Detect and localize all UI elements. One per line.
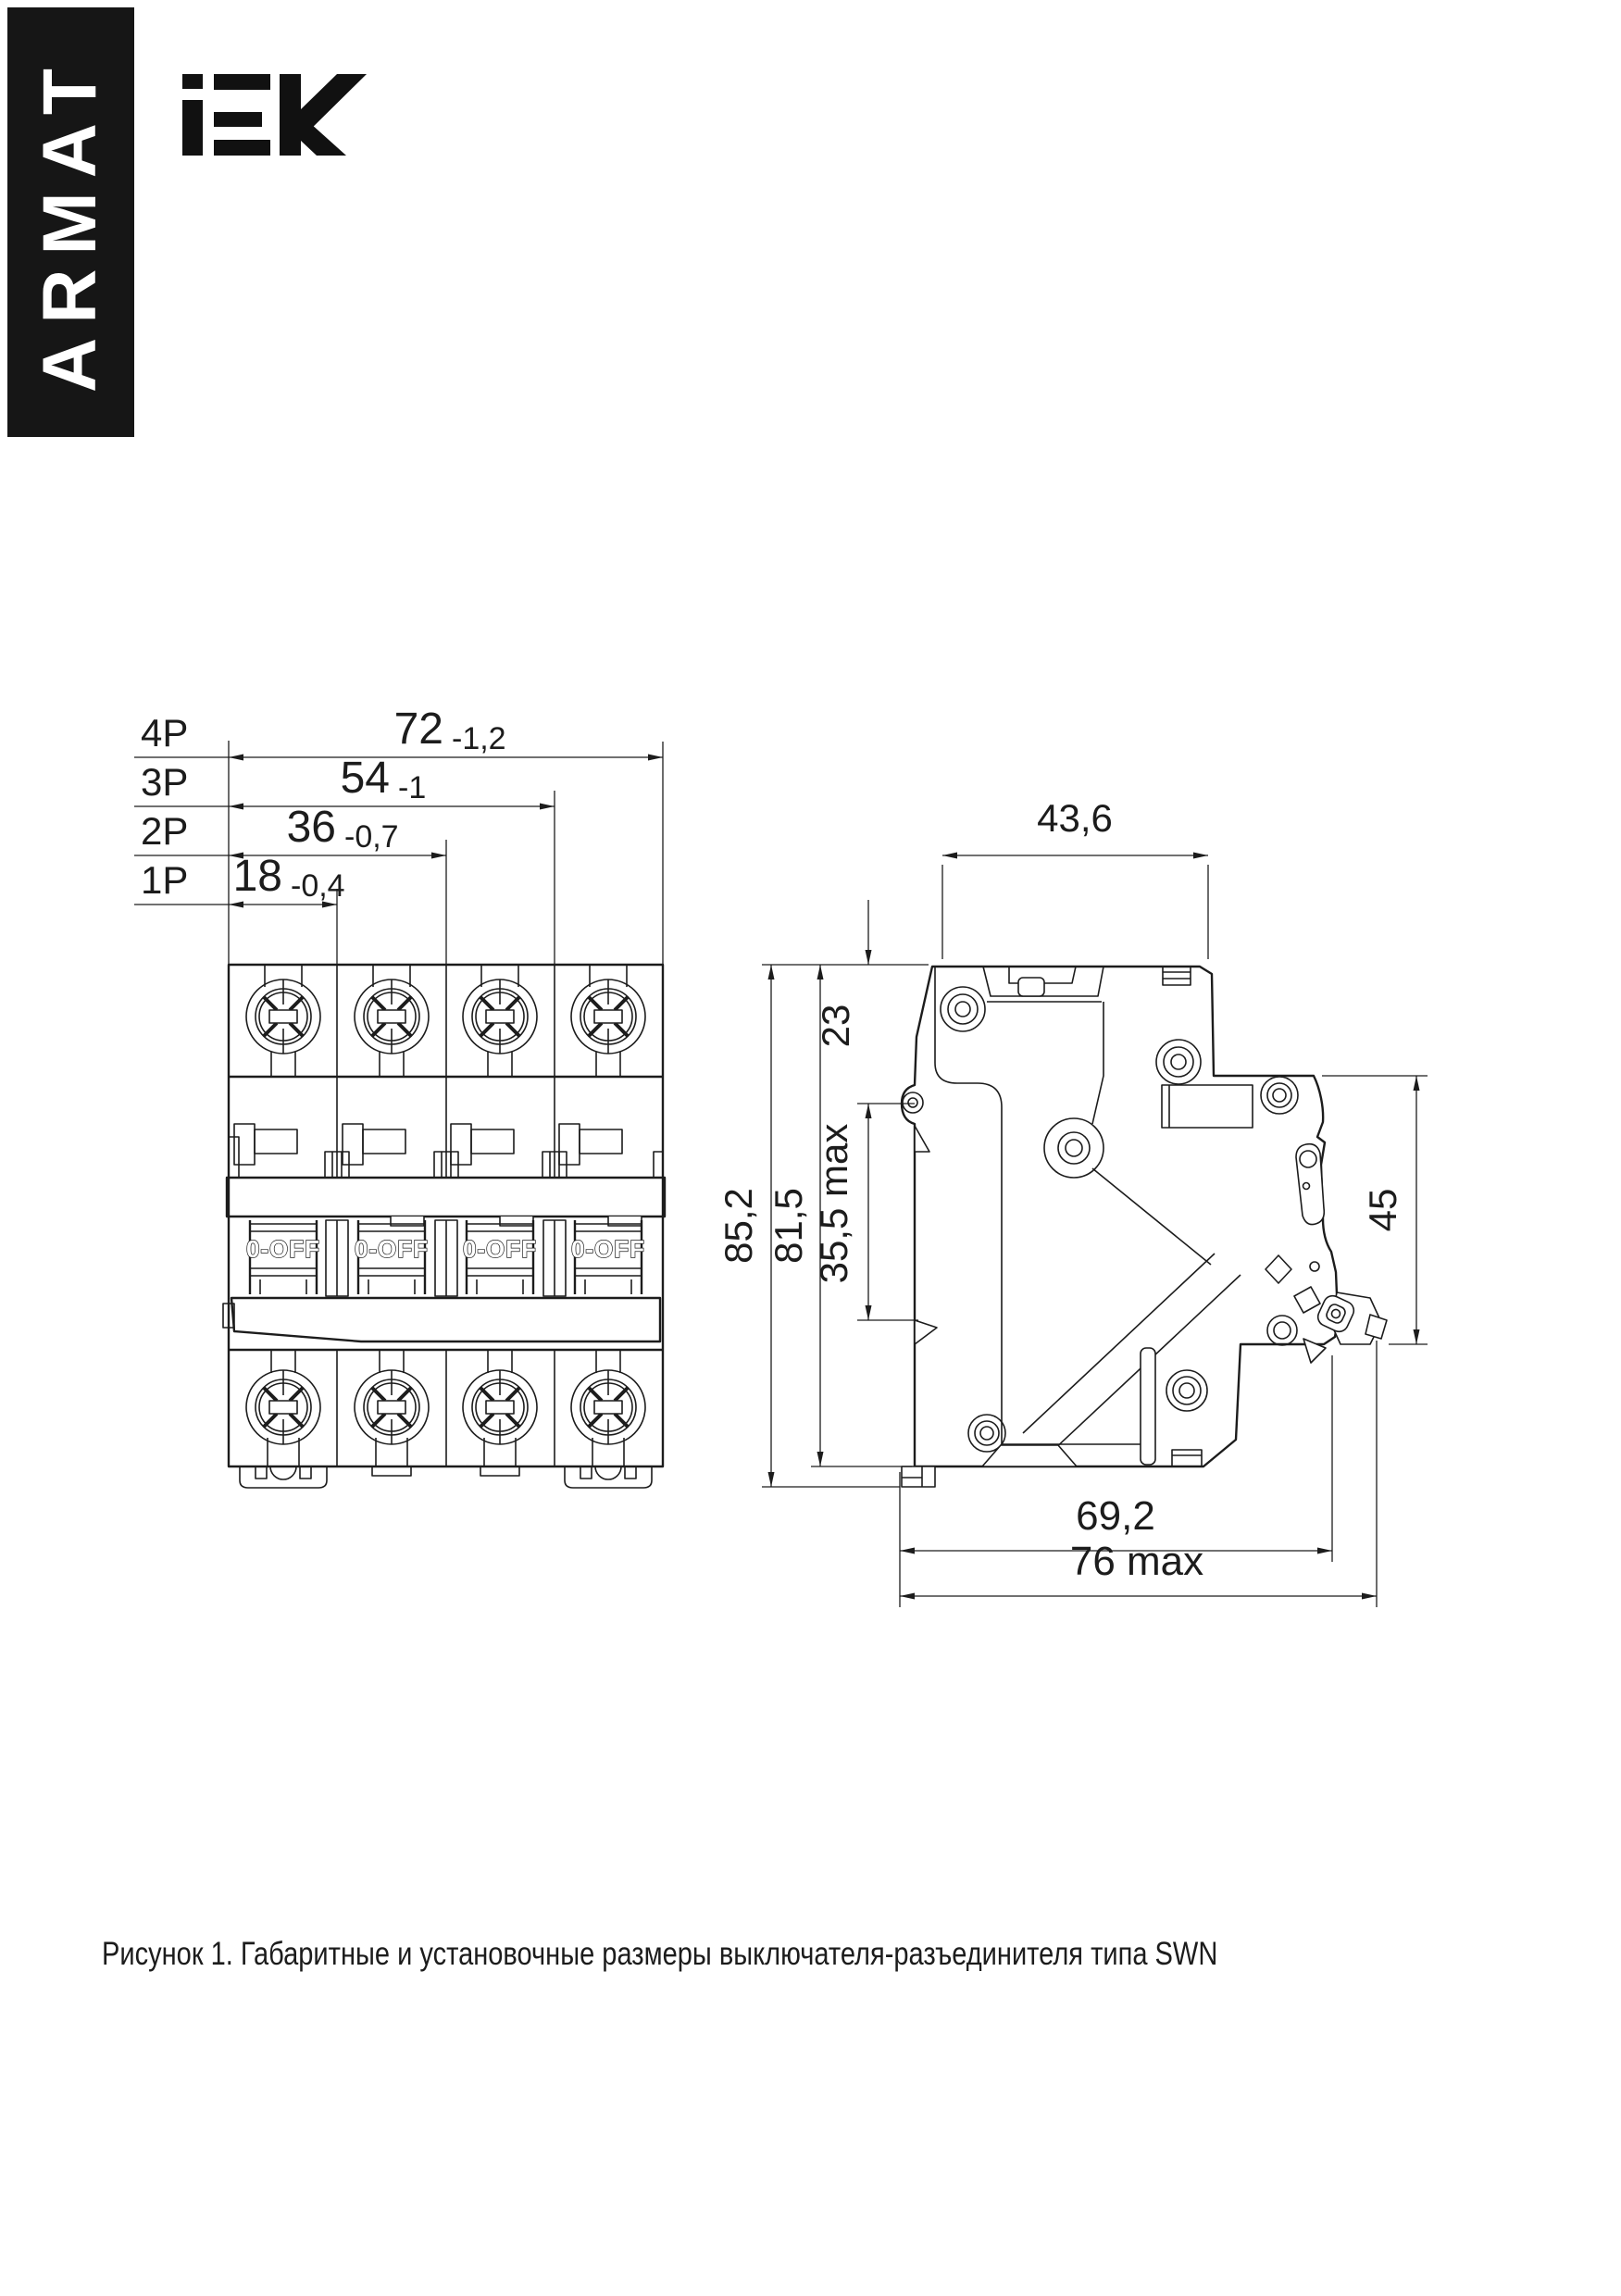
handle-label: 0-OFF — [354, 1235, 430, 1263]
dim-value: 18 — [232, 852, 282, 901]
dim-tolerance: -0,7 — [344, 819, 399, 855]
terminal-screw — [463, 1350, 537, 1466]
iek-logo — [182, 74, 367, 156]
figure-caption: Рисунок 1. Габаритные и установочные размеры выключателя-разъединителя типа SWN — [102, 1935, 1218, 1972]
dim-value: 72 — [393, 705, 443, 754]
dim-top-to-rail — [814, 900, 915, 1104]
handle-label: 0-OFF — [462, 1235, 538, 1263]
dim-value: 85,2 — [717, 1188, 760, 1264]
banner-text: ARMAT — [28, 55, 112, 393]
side-toggle-lever — [1296, 1144, 1324, 1225]
tie-bar — [223, 1298, 660, 1341]
terminal-screw — [571, 1350, 645, 1466]
pole-label: 1P — [141, 858, 189, 902]
terminal-screw — [355, 965, 429, 1077]
handle-label: 0-OFF — [245, 1235, 321, 1263]
handle-label: 0-OFF — [570, 1235, 646, 1263]
dim-top-width — [942, 796, 1208, 959]
dim-value: 23 — [814, 1004, 857, 1048]
dim-depth-max — [900, 1341, 1377, 1607]
terminal-screw — [463, 965, 537, 1077]
pole-label: 2P — [141, 809, 189, 853]
toggle-handles — [246, 1220, 645, 1296]
armat-banner — [7, 7, 134, 437]
side-view — [902, 967, 1387, 1487]
pole-label: 3P — [141, 760, 189, 804]
dim-value: 36 — [286, 803, 336, 852]
terminal-screw — [571, 965, 645, 1077]
dim-value: 45 — [1361, 1188, 1404, 1232]
dim-value: 76 max — [1069, 1539, 1204, 1584]
dim-1p — [134, 852, 345, 965]
dim-3p — [134, 754, 555, 965]
upper-band — [227, 1178, 665, 1226]
front-view — [223, 965, 665, 1488]
terminal-screw-flag — [1294, 1287, 1387, 1363]
terminal-screw — [355, 1350, 429, 1466]
pole-label: 4P — [141, 711, 189, 755]
din-feet — [240, 1466, 652, 1488]
rivet-boss — [941, 987, 1298, 1452]
dim-value: 81,5 — [767, 1188, 810, 1264]
dim-tolerance: -1,2 — [452, 721, 506, 756]
dim-value: 35,5 max — [812, 1123, 855, 1284]
dim-value: 69,2 — [1076, 1493, 1155, 1539]
dim-tolerance: -0,4 — [291, 868, 345, 904]
front-width-dimensions — [134, 705, 663, 965]
terminal-screw — [246, 1350, 320, 1466]
dim-value: 43,6 — [1037, 796, 1113, 840]
terminal-screw — [246, 965, 320, 1077]
dim-rail-zone — [812, 1104, 918, 1320]
dim-tolerance: -1 — [398, 770, 427, 805]
dim-value: 54 — [340, 754, 390, 803]
